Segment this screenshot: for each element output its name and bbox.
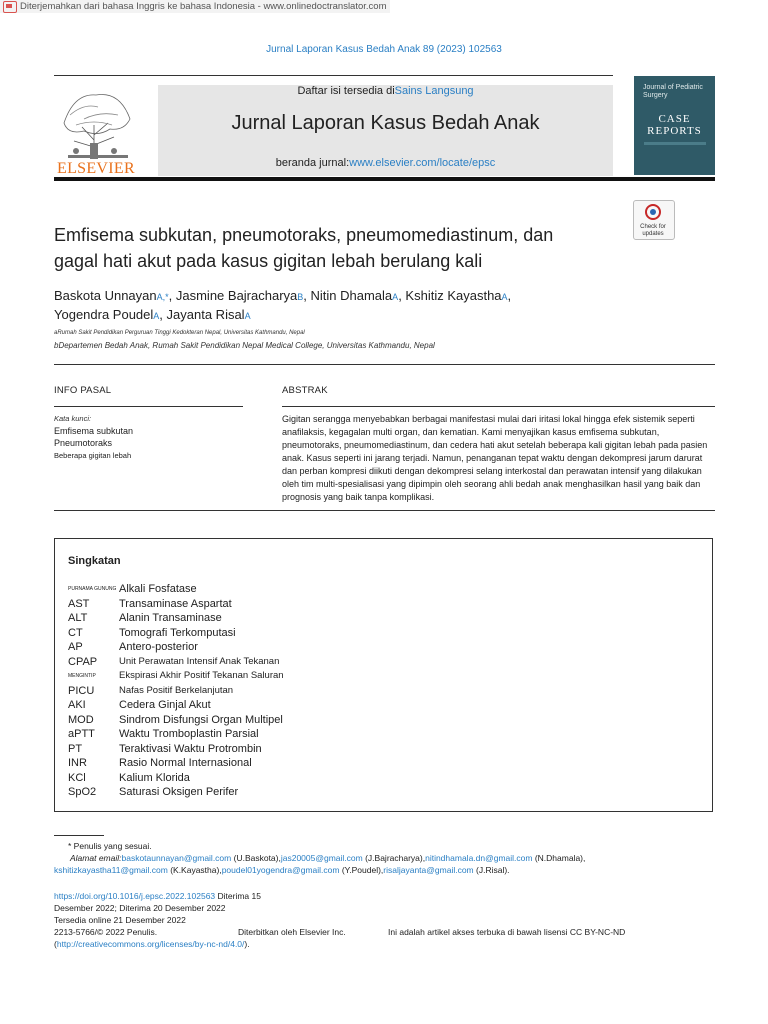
masthead-thick-rule xyxy=(54,177,715,181)
journal-title: Jurnal Laporan Kasus Bedah Anak xyxy=(231,112,540,134)
author-name: Yogendra Poudel xyxy=(54,307,154,322)
email-link[interactable]: jas20005@gmail.com xyxy=(280,853,363,863)
author-affiliation-mark[interactable]: A xyxy=(392,292,399,302)
issn-copyright: 2213-5766/© 2022 Penulis. xyxy=(54,927,158,937)
affiliation-a: aRumah Sakit Pendidikan Perguruan Tinggi Kedokteran Nepal, Universitas Kathmandu, Nepal xyxy=(54,330,305,336)
author-name: Jayanta Risal xyxy=(166,307,245,322)
contents-available: Daftar isi tersedia diSains Langsung xyxy=(297,85,474,97)
footnote-rule xyxy=(54,835,104,836)
check-updates-label: Check for updates xyxy=(640,224,666,237)
info-rule xyxy=(54,406,243,407)
translation-banner[interactable] xyxy=(0,0,390,13)
header-rule xyxy=(54,75,613,76)
email-link[interactable]: kshitizkayastha11@gmail.com xyxy=(54,865,168,875)
sciencedirect-link[interactable]: Sains Langsung xyxy=(394,85,474,97)
keyword: Beberapa gigitan lebah xyxy=(54,451,132,460)
article-title: Emfisema subkutan, pneumotoraks, pneumomediastinum, dan gagal hati akut pada kasus gigitan lebah berulang kali xyxy=(54,225,554,271)
author-affiliation-mark[interactable]: A xyxy=(244,311,251,321)
author-affiliation-mark[interactable]: A xyxy=(501,292,508,302)
doi-link[interactable]: https://doi.org/10.1016/j.epsc.2022.102563 xyxy=(54,891,216,901)
author-list: Baskota UnnayanA,*, Jasmine BajracharyaB, Nitin DhamalaA, Kshitiz KayasthaA, Yogendra PoudelA, Jayanta RisalA xyxy=(54,288,512,322)
corresponding-author-note: * Penulis yang sesuai. xyxy=(68,841,152,851)
journal-reference[interactable]: Jurnal Laporan Kasus Bedah Anak 89 (2023) 102563 xyxy=(266,44,502,55)
keyword: Pneumotoraks xyxy=(54,438,113,448)
elsevier-wordmark: ELSEVIER xyxy=(57,160,135,177)
license-link[interactable]: http://creativecommons.org/licenses/by-nc-nd/4.0/ xyxy=(56,939,245,949)
homepage-link[interactable]: www.elsevier.com/locate/epsc xyxy=(349,157,496,169)
author-name: Nitin Dhamala xyxy=(310,288,393,303)
translator-logo-icon xyxy=(3,1,17,13)
abstract-heading: ABSTRAK xyxy=(282,385,328,396)
abstract-rule xyxy=(282,406,715,407)
email-link[interactable]: poudel01yogendra@gmail.com xyxy=(221,865,340,875)
email-link[interactable]: nitindhamala.dn@gmail.com xyxy=(425,853,533,863)
author-affiliation-mark[interactable]: A,* xyxy=(156,292,169,302)
article-info-heading: INFO PASAL xyxy=(54,385,112,396)
abstract-text: Gigitan serangga menyebabkan berbagai manifestasi mulai dari iritasi lokal hingga efek sistemik seperti anafilaksis, kegagalan multi organ, dan kematian. Kami menyajikan kasus emfisema subkutan, pneumotoraks, pneumomediastinum, dan cedera hati akut setelah beberapa kali gigitan lebah pada pasien anak. Kasus seperti ini jarang terjadi. Namun, penanganan tepat waktu dengan dekompresi jarum darurat dan perban kompresi diikuti dengan dekompresi selang interkostal dan perawatan intensif yang dilakukan oleh tim multi-spesialisasi yang dipimpin oleh seorang ahli bedah anak menghasilkan hasil yang baik dan prognosis yang baik tanpa komplikasi. xyxy=(282,414,708,502)
abstract-end-rule xyxy=(54,510,715,511)
license-statement: Ini adalah artikel akses terbuka di bawah lisensi CC BY-NC-ND xyxy=(388,927,626,937)
affiliation-b: bDepartemen Bedah Anak, Rumah Sakit Pendidikan Nepal Medical College, Universitas Kathmandu, Nepal xyxy=(54,341,435,350)
email-link[interactable]: baskotaunnayan@gmail.com xyxy=(121,853,232,863)
cover-journal-name: Journal of Pediatric Surgery xyxy=(643,84,703,99)
email-label: Alamat email: xyxy=(70,853,122,863)
license-url: (http://creativecommons.org/licenses/by-nc-nd/4.0/). xyxy=(54,939,250,949)
article-history: https://doi.org/10.1016/j.epsc.2022.102563 Diterima 15 Desember 2022; Diterima 20 Desember 2022 Tersedia online 21 Desember 2022 xyxy=(54,891,261,925)
author-affiliation-mark[interactable]: A xyxy=(153,311,160,321)
section-rule xyxy=(54,364,715,365)
keywords-label: Kata kunci: xyxy=(54,414,92,423)
author-name: Kshitiz Kayastha xyxy=(405,288,502,303)
cover-decoration xyxy=(644,142,706,145)
author-name: Baskota Unnayan xyxy=(54,288,157,303)
cover-case-reports: CASE REPORTS xyxy=(647,113,702,137)
author-name: Jasmine Bajracharya xyxy=(175,288,298,303)
published-by: Diterbitkan oleh Elsevier Inc. xyxy=(238,927,346,937)
author-affiliation-mark[interactable]: B xyxy=(297,292,304,302)
email-addresses: Alamat email:baskotaunnayan@gmail.com (U.Baskota),jas20005@gmail.com (J.Bajracharya),nitindhamala.dn@gmail.com (N.Dhamala), kshitizkayastha11@gmail.com (K.Kayastha),poudel01yogendra@gmail.com (Y.Poudel),risaljayanta@gmail.com (J.Risal). xyxy=(54,853,586,875)
keyword: Emfisema subkutan xyxy=(54,426,134,436)
check-updates-icon xyxy=(645,204,661,220)
journal-homepage: beranda jurnal:www.elsevier.com/locate/epsc xyxy=(275,157,496,169)
banner-text: Diterjemahkan dari bahasa Inggris ke bahasa Indonesia - www.onlinedoctranslator.com xyxy=(20,1,387,12)
email-link[interactable]: risaljayanta@gmail.com xyxy=(383,865,474,875)
abbreviations-title: Singkatan xyxy=(68,555,121,567)
